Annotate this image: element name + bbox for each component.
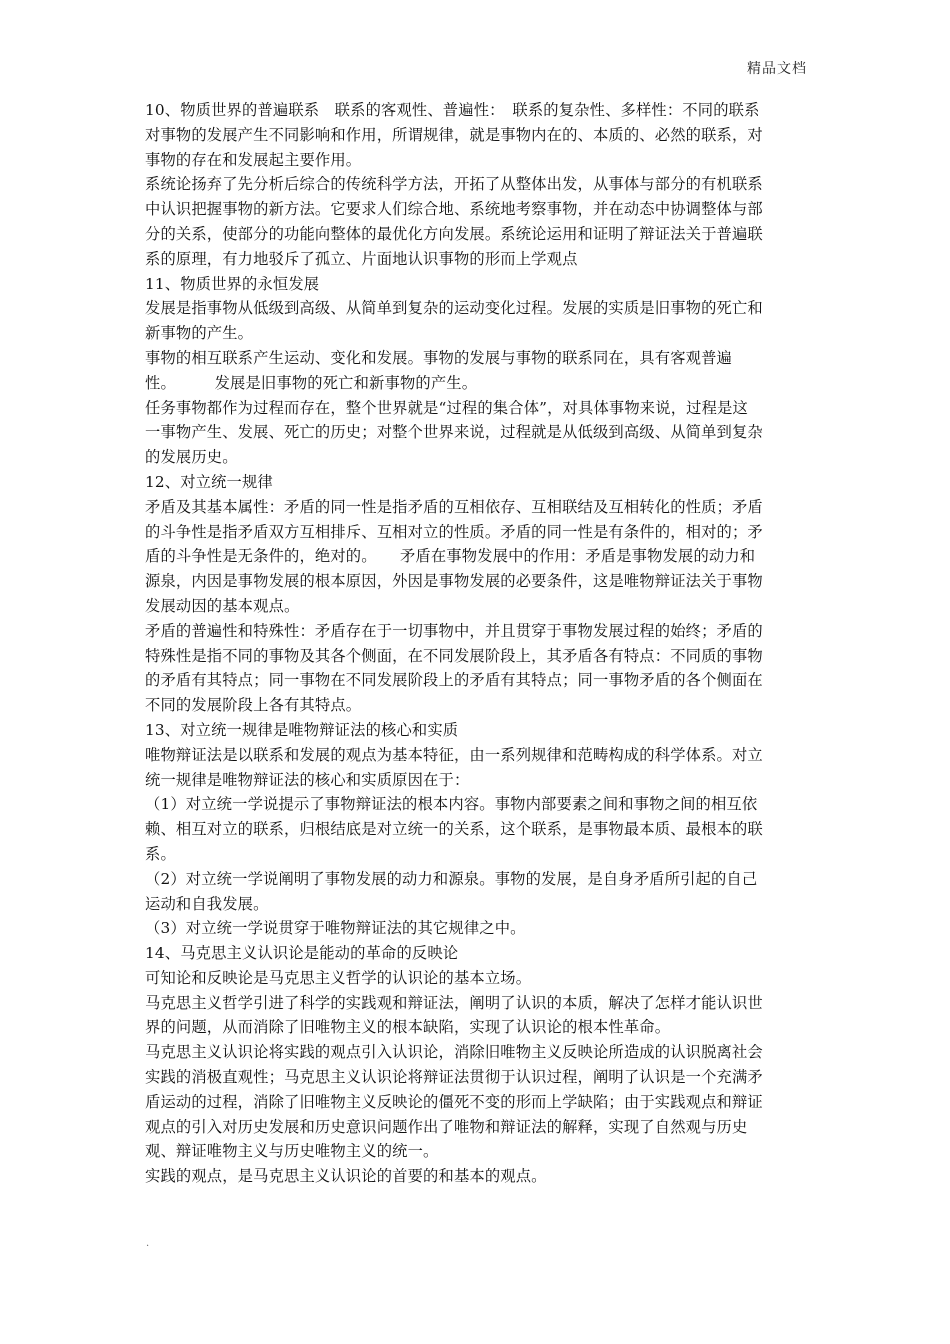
text-line: 不同的发展阶段上各有其特点。 — [145, 696, 362, 715]
text-line: 界的问题，从而消除了旧唯物主义的根本缺陷，实现了认识论的根本性革命。 — [145, 1018, 671, 1037]
document-body — [145, 98, 813, 1189]
text-line: 赖、相互对立的联系，归根结底是对立统一的关系，这个联系，是事物最本质、最根本的联 — [145, 820, 763, 839]
text-line: 分的关系，使部分的功能向整体的最优化方向发展。系统论运用和证明了辩证法关于普遍联 — [145, 224, 763, 243]
text-line: 11、物质世界的永恒发展 — [145, 274, 320, 293]
text-line: 可知论和反映论是马克思主义哲学的认识论的基本立场。 — [145, 968, 532, 987]
text-line: 马克思主义认识论将实践的观点引入认识论，消除旧唯物主义反映论所造成的认识脱离社会 — [145, 1043, 763, 1062]
text-line: 一事物产生、发展、死亡的历史；对整个世界来说，过程就是从低级到高级、从简单到复杂 — [145, 423, 763, 442]
text-line: （2）对立统一学说阐明了事物发展的动力和源泉。事物的发展，是自身矛盾所引起的自己 — [145, 869, 758, 888]
text-line: 性。 发展是旧事物的死亡和新事物的产生。 — [145, 373, 478, 392]
text-line: 盾运动的过程，消除了旧唯物主义反映论的僵死不变的形而上学缺陷；由于实践观点和辩证 — [145, 1092, 763, 1111]
text-line: 统一规律是唯物辩证法的核心和实质原因在于： — [145, 770, 470, 789]
page-header-label: 精品文档 — [747, 61, 807, 77]
text-line: 13、对立统一规律是唯物辩证法的核心和实质 — [145, 720, 459, 739]
footer-mark: . — [146, 1238, 150, 1249]
text-line: 的发展历史。 — [145, 448, 238, 467]
text-line: 观、辩证唯物主义与历史唯物主义的统一。 — [145, 1142, 439, 1161]
text-line: 中认识把握事物的新方法。它要求人们综合地、系统地考察事物，并在动态中协调整体与部 — [145, 200, 763, 219]
text-line: 的矛盾有其特点；同一事物在不同发展阶段上的矛盾有其特点；同一事物矛盾的各个侧面在 — [145, 671, 763, 690]
text-line: 源泉，内因是事物发展的根本原因，外因是事物发展的必要条件，这是唯物辩证法关于事物 — [145, 572, 763, 591]
text-line: 唯物辩证法是以联系和发展的观点为基本特征，由一系列规律和范畴构成的科学体系。对立 — [145, 745, 763, 764]
text-line: 新事物的产生。 — [145, 324, 254, 343]
text-line: 系统论扬弃了先分析后综合的传统科学方法，开拓了从整体出发，从事体与部分的有机联系 — [145, 175, 763, 194]
text-line: 12、对立统一规律 — [145, 472, 273, 491]
text-line: 实践的消极直观性；马克思主义认识论将辩证法贯彻于认识过程，阐明了认识是一个充满矛 — [145, 1068, 763, 1087]
text-line: 对事物的发展产生不同影响和作用，所谓规律，就是事物内在的、本质的、必然的联系，对 — [145, 125, 763, 144]
text-line: 事物的相互联系产生运动、变化和发展。事物的发展与事物的联系同在，具有客观普遍 — [145, 348, 732, 367]
text-line: 14、马克思主义认识论是能动的革命的反映论 — [145, 944, 459, 963]
text-line: 实践的观点，是马克思主义认识论的首要的和基本的观点。 — [145, 1167, 547, 1186]
text-line: 的斗争性是指矛盾双方互相排斥、互相对立的性质。矛盾的同一性是有条件的，相对的；矛 — [145, 522, 763, 541]
text-line: 盾的斗争性是无条件的，绝对的。 矛盾在事物发展中的作用：矛盾是事物发展的动力和 — [145, 547, 756, 566]
text-line: 10、物质世界的普遍联系 联系的客观性、普遍性： 联系的复杂性、多样性：不同的联系 — [145, 101, 760, 119]
text-line: 发展是指事物从低级到高级、从简单到复杂的运动变化过程。发展的实质是旧事物的死亡和 — [145, 299, 763, 318]
text-line: 发展动因的基本观点。 — [145, 596, 300, 615]
text-line: 系。 — [145, 844, 176, 863]
text-line: 事物的存在和发展起主要作用。 — [145, 150, 362, 169]
text-line: 运动和自我发展。 — [145, 894, 269, 913]
text-line: 观点的引入对历史发展和历史意识问题作出了唯物和辩证法的解释，实现了自然观与历史 — [145, 1117, 748, 1136]
text-line: 矛盾及其基本属性：矛盾的同一性是指矛盾的互相依存、互相联结及互相转化的性质；矛盾 — [145, 497, 763, 516]
text-line: 特殊性是指不同的事物及其各个侧面，在不同发展阶段上，其矛盾各有特点：不同质的事物 — [145, 646, 763, 665]
text-line: 矛盾的普遍性和特殊性：矛盾存在于一切事物中，并且贯穿于事物发展过程的始终；矛盾的 — [145, 621, 763, 640]
text-line: 系的原理，有力地驳斥了孤立、片面地认识事物的形而上学观点 — [145, 249, 578, 268]
text-line: （1）对立统一学说提示了事物辩证法的根本内容。事物内部要素之间和事物之间的相互依 — [145, 795, 758, 814]
text-line: 马克思主义哲学引进了科学的实践观和辩证法，阐明了认识的本质，解决了怎样才能认识世 — [145, 993, 763, 1012]
text-line: 任务事物都作为过程而存在，整个世界就是“过程的集合体”，对具体事物来说，过程是这 — [145, 398, 748, 417]
text-line: （3）对立统一学说贯穿于唯物辩证法的其它规律之中。 — [145, 919, 526, 938]
